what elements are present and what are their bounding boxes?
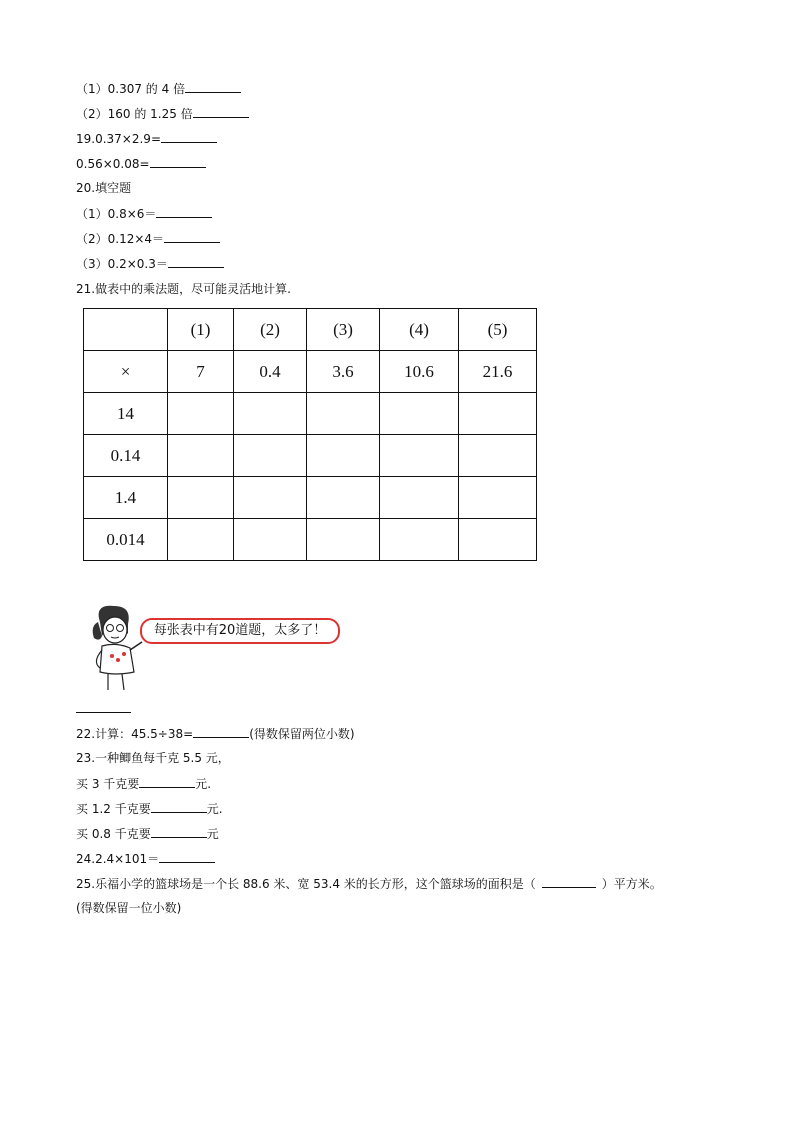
q20-item1-text: （1）0.8×6＝	[76, 207, 157, 221]
answer-cell[interactable]	[168, 477, 234, 519]
q25-suffix: ）平方米。	[601, 877, 662, 891]
q20-item3-text: （3）0.2×0.3＝	[76, 257, 168, 271]
answer-blank[interactable]	[156, 205, 212, 218]
table-header-cell: (4)	[380, 309, 459, 351]
q22-suffix: (得数保留两位小数)	[249, 727, 355, 741]
q23-line2-suffix: 元.	[206, 802, 223, 816]
q19-line1-text: 19.0.37×2.9=	[76, 132, 161, 146]
answer-cell[interactable]	[234, 435, 307, 477]
table-row	[84, 393, 537, 435]
answer-cell[interactable]	[459, 435, 537, 477]
q23-line1	[76, 775, 211, 792]
row-label-cell: 0.014	[84, 519, 168, 561]
q25-line1	[76, 875, 662, 892]
table-header-cell: (1)	[168, 309, 234, 351]
speech-bubble: 每张表中有20道题，太多了！	[140, 618, 340, 644]
q19-line1	[76, 130, 217, 147]
q20-item2	[76, 230, 220, 247]
q23-line2-prefix: 买 1.2 千克要	[76, 802, 151, 816]
q23-line2	[76, 800, 223, 817]
table-header-row	[84, 309, 537, 351]
q24-text: 24.2.4×101＝	[76, 852, 160, 866]
q18-item1	[76, 80, 241, 97]
answer-cell[interactable]	[459, 393, 537, 435]
q18-item1-text: （1）0.307 的 4 倍	[76, 82, 186, 96]
answer-cell[interactable]	[380, 477, 459, 519]
multiply-symbol-cell: ×	[84, 351, 168, 393]
answer-cell[interactable]	[380, 435, 459, 477]
row-label-cell: 14	[84, 393, 168, 435]
row-label-cell: 0.14	[84, 435, 168, 477]
answer-cell[interactable]	[380, 519, 459, 561]
girl-illustration-icon	[86, 602, 146, 694]
multiplication-table	[83, 308, 537, 561]
answer-cell[interactable]	[168, 519, 234, 561]
q22-line	[76, 725, 355, 742]
answer-cell[interactable]	[307, 435, 380, 477]
q20-item2-text: （2）0.12×4＝	[76, 232, 165, 246]
q22-prefix: 22.计算：45.5÷38=	[76, 727, 194, 741]
q19-line2	[76, 155, 206, 172]
multiplier-cell: 10.6	[380, 351, 459, 393]
table-corner-cell	[84, 309, 168, 351]
q20-item1	[76, 205, 212, 222]
answer-blank[interactable]	[151, 800, 207, 813]
answer-blank[interactable]	[150, 155, 206, 168]
table-row	[84, 435, 537, 477]
q25-line2: (得数保留一位小数)	[76, 901, 182, 915]
answer-cell[interactable]	[380, 393, 459, 435]
q23-line1-prefix: 买 3 千克要	[76, 777, 140, 791]
answer-blank[interactable]	[164, 230, 220, 243]
q20-item3	[76, 255, 224, 272]
answer-blank[interactable]	[159, 850, 215, 863]
answer-cell[interactable]	[307, 477, 380, 519]
multiplier-cell: 0.4	[234, 351, 307, 393]
answer-blank[interactable]	[193, 105, 249, 118]
table-header-cell: (5)	[459, 309, 537, 351]
multiplier-cell: 21.6	[459, 351, 537, 393]
answer-cell[interactable]	[459, 477, 537, 519]
q23-title: 23.一种鲫鱼每千克 5.5 元，	[76, 751, 230, 765]
multiplier-cell: 7	[168, 351, 234, 393]
q19-line2-text: 0.56×0.08=	[76, 157, 150, 171]
answer-cell[interactable]	[307, 393, 380, 435]
answer-cell[interactable]	[168, 393, 234, 435]
q23-line3	[76, 825, 219, 842]
q25-prefix: 25.乐福小学的篮球场是一个长 88.6 米、宽 53.4 米的长方形，这个篮球场的面积是（	[76, 877, 536, 891]
q18-item2	[76, 105, 249, 122]
answer-blank[interactable]	[139, 775, 195, 788]
answer-cell[interactable]	[234, 519, 307, 561]
answer-cell[interactable]	[234, 477, 307, 519]
answer-blank[interactable]	[193, 725, 249, 738]
answer-blank[interactable]	[542, 875, 596, 888]
answer-blank[interactable]	[168, 255, 224, 268]
table-row	[84, 477, 537, 519]
q18-item2-text: （2）160 的 1.25 倍	[76, 107, 193, 121]
q23-line1-suffix: 元.	[195, 777, 212, 791]
q24-line	[76, 850, 215, 867]
answer-blank[interactable]	[161, 130, 217, 143]
multiplier-cell: 3.6	[307, 351, 380, 393]
q21-title: 21.做表中的乘法题，尽可能灵活地计算.	[76, 282, 291, 296]
table-row	[84, 519, 537, 561]
answer-cell[interactable]	[234, 393, 307, 435]
answer-rule[interactable]	[76, 712, 131, 713]
answer-blank[interactable]	[185, 80, 241, 93]
answer-cell[interactable]	[459, 519, 537, 561]
table-header-cell: (2)	[234, 309, 307, 351]
q20-title: 20.填空题	[76, 181, 132, 195]
row-label-cell: 1.4	[84, 477, 168, 519]
answer-cell[interactable]	[168, 435, 234, 477]
table-multiplier-row	[84, 351, 537, 393]
answer-blank[interactable]	[151, 825, 207, 838]
table-header-cell: (3)	[307, 309, 380, 351]
answer-cell[interactable]	[307, 519, 380, 561]
q23-line3-prefix: 买 0.8 千克要	[76, 827, 151, 841]
q23-line3-suffix: 元	[206, 827, 219, 841]
